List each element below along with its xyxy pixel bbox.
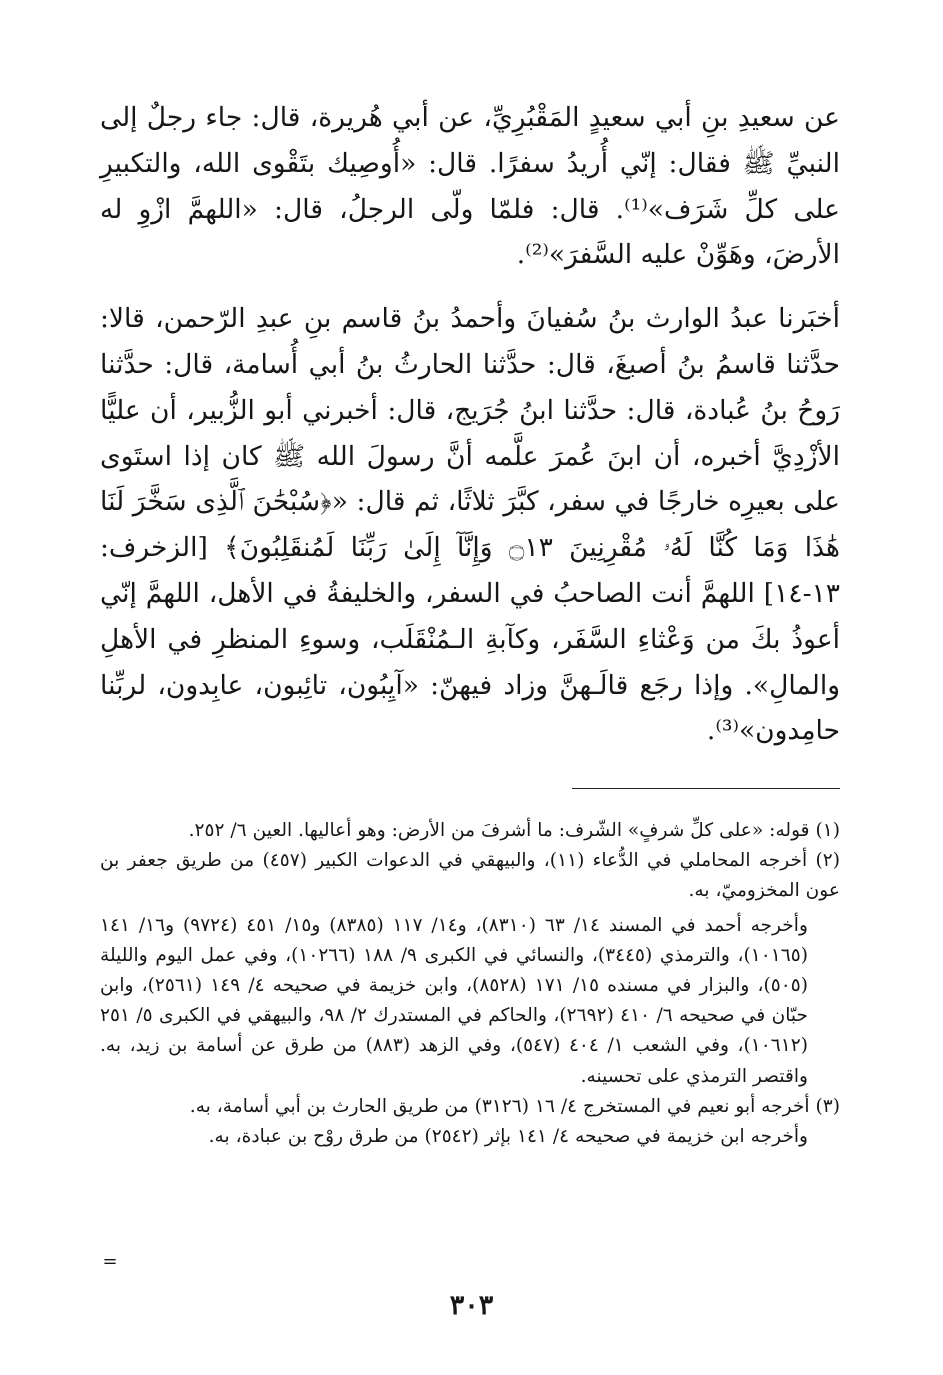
footnote-3-continuation: وأخرجه ابن خزيمة في صحيحه ٤/ ١٤١ بإثر (٢٥٤٢) من طرق روْح بن عبادة، به. [208,1126,808,1148]
continuation-mark: = [102,1251,118,1272]
paragraph-hadith-2: أخبَرنا عبدُ الوارث بنُ سُفيانَ وأحمدُ بنُ قاسم بنِ عبدِ الرّحمن، قالا: حدَّثنا قاسمُ بنُ أصبغَ، قال: حدَّثنا الحارثُ بنُ أبي أُسامة، قال: حدَّثنا رَوحُ بنُ عُبادة، قال: حدَّثنا ابنُ جُرَيج، قال: أخبرني أبو الزُّبير، أن عليًّا الأزْدِيَّ أخبره، أن ابنَ عُمرَ علَّمه أنَّ رسولَ الله ﷺ كان إذا استَوى على بعيرِه خارجًا في سفر، كبَّرَ ثلاثًا، ثم قال: «﴿سُبْحَٰنَ ٱلَّذِى سَخَّرَ لَنَا هَٰذَا وَمَا كُنَّا لَهُۥ مُقْرِنِينَ ۝١٣ وَإِنَّآ إِلَىٰ رَبِّنَا لَمُنقَلِبُونَ﴾ [الزخرف: ١٣-١٤] اللهمَّ أنت الصاحبُ في السفر، والخليفةُ في الأهل، اللهمَّ إنّي أعوذُ بكَ من وَعْثاءِ السَّفَر، وكآبةِ الـمُنْقَلَب، وسوءِ المنظرِ في الأهلِ والمالِ». وإذا رجَع قالَـهنَّ وزاد فيهنّ: «آيِبُون، تائِبون، عابِدون، لربِّنا حامِدون»⁽³⁾. [100,303,840,747]
footnote-separator [572,788,840,789]
paragraph-hadith-1: عن سعيدِ بنِ أبي سعيدٍ المَقْبُرِيِّ، عن أبي هُريرة، قال: جاء رجلٌ إلى النبيِّ ﷺ فقال: إنّي أُريدُ سفرًا. قال: «أُوصِيك بتَقْوى الله، والتكبيرِ على كلِّ شَرَف»⁽¹⁾. قال: فلمّا ولّى الرجلُ، قال: «اللهمَّ ازْوِ له الأرضَ، وهَوِّنْ عليه السَّفرَ»⁽²⁾. [100,102,840,271]
footnote-3: (٣) أخرجه أبو نعيم في المستخرج ٤/ ١٦ (٣١٢٦) من طريق الحارث بن أبي أسامة، به. [189,1095,840,1117]
footnotes [100,816,840,1152]
footnote-2-continuation: وأخرجه أحمد في المسند ١٤/ ٦٣ (٨٣١٠)، و١٤/ ١١٧ (٨٣٨٥) و١٥/ ٤٥١ (٩٧٢٤) و١٦/ ١٤١ (١٠١٦٥)، والترمذي (٣٤٤٥)، والنسائي في الكبرى ٩/ ١٨٨ (١٠٢٦٦)، وفي عمل اليوم والليلة (٥٠٥)، والبزار في مسنده ١٥/ ١٧١ (٨٥٢٨)، وابن خزيمة في صحيحه ٤/ ١٤٩ (٢٥٦١)، وابن حبّان في صحيحه ٦/ ٤١٠ (٢٦٩٢)، والحاكم في المستدرك ٢/ ٩٨، والبيهقي في الكبرى ٥/ ٢٥١ (١٠٦١٢)، وفي الشعب ١/ ٤٠٤ (٥٤٧)، وفي الزهد (٨٨٣) من طرق عن أسامة بن زيد، به. واقتصر الترمذي على تحسينه. [100,914,809,1087]
footnote-1: (١) قوله: «على كلِّ شرفٍ» الشّرف: ما أشرفَ من الأرض: وهو أعاليها. العين ٦/ ٢٥٢. [188,820,840,841]
footnote-2: (٢) أخرجه المحاملي في الدُّعاء (١١)، والبيهقي في الدعوات الكبير (٤٥٧) من طريق جعفر بن عون المخزوميّ، به. [100,850,840,902]
main-text [100,95,840,754]
page-number: ٣٠٣ [449,1290,494,1321]
